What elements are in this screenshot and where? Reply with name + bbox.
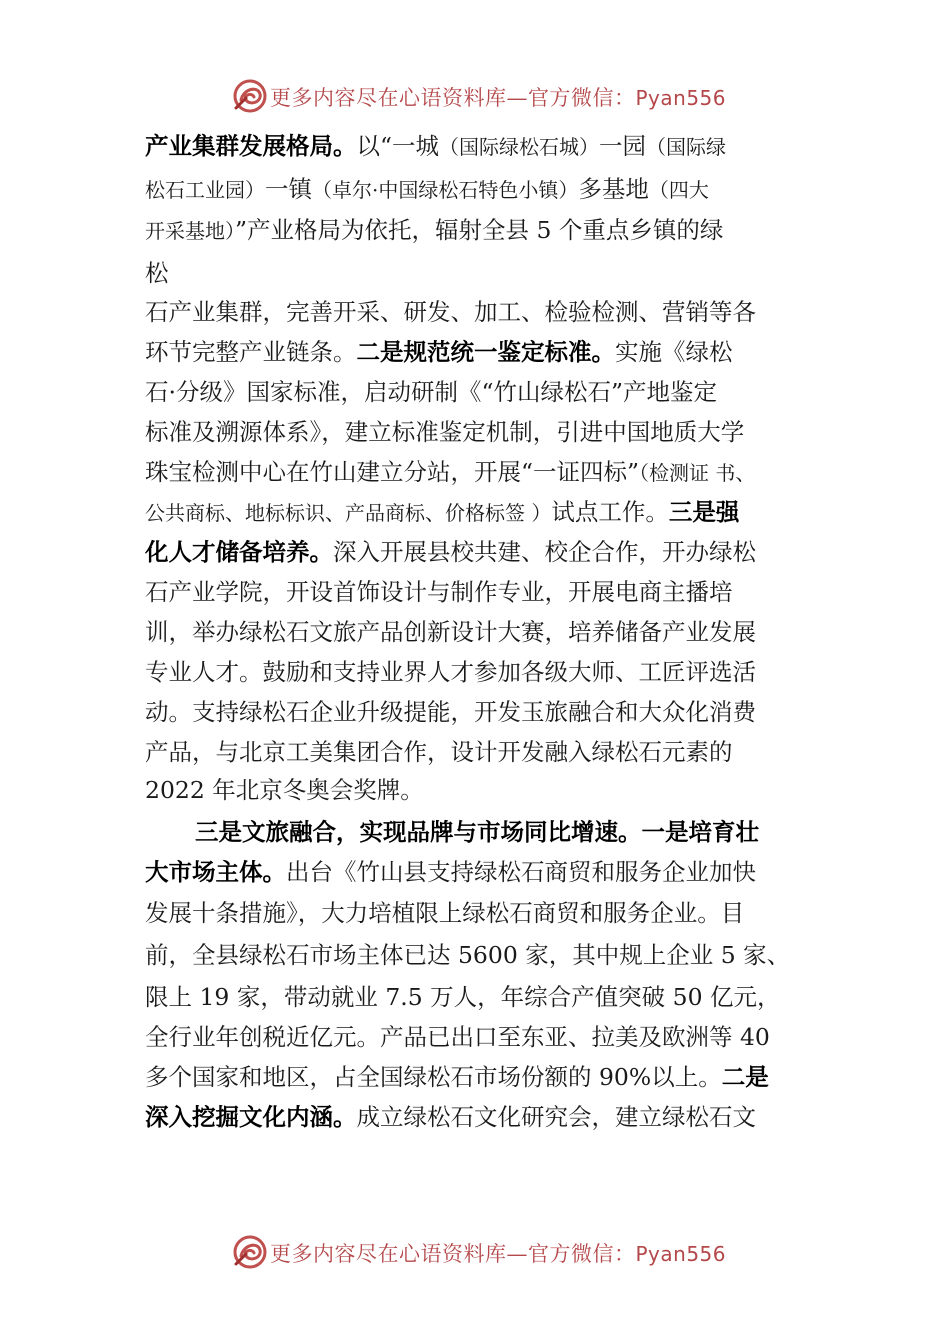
text-run: 石产业集群，完善开采、研发、加工、检验检测、营销等各 bbox=[145, 298, 756, 326]
text-line bbox=[145, 537, 756, 567]
text-line bbox=[145, 898, 744, 928]
text-run: 前，全县绿松石市场主体已达 5600 家，其中规上企业 5 家、 bbox=[145, 941, 791, 969]
text-line bbox=[145, 577, 733, 607]
text-line bbox=[145, 1022, 770, 1052]
text-run: 珠宝检测中心在竹山建立分站，开展“一证四标” bbox=[145, 458, 640, 486]
text-line bbox=[145, 940, 790, 970]
text-run: 公共商标、地标标识、产品商标、价格标签 ） bbox=[145, 501, 552, 525]
text-line bbox=[145, 131, 726, 162]
text-line bbox=[145, 417, 744, 447]
text-line bbox=[145, 377, 717, 407]
bold-heading-run: 三是强 bbox=[668, 498, 740, 526]
text-run: 实施《绿松 bbox=[615, 338, 733, 366]
text-run: 松石工业园） bbox=[145, 178, 265, 202]
text-run: 全行业年创税近亿元。产品已出口至东亚、拉美及欧洲等 40 bbox=[145, 1023, 770, 1051]
text-line bbox=[145, 258, 169, 288]
text-run: （国际绿 bbox=[646, 135, 727, 159]
text-run: 开采基地） bbox=[145, 219, 235, 243]
text-run: 松 bbox=[145, 259, 169, 287]
bold-heading-run: 二是规范统一鉴定标准。 bbox=[356, 338, 615, 366]
text-run: ”产业格局为依托，辐射全县 5 个重点乡镇的绿 bbox=[235, 216, 724, 244]
text-line bbox=[145, 337, 733, 367]
text-run: 多基地 bbox=[578, 175, 649, 203]
swirl-logo-icon bbox=[232, 1234, 268, 1270]
text-line bbox=[145, 497, 739, 528]
text-run: 产品，与北京工美集团合作，设计开发融入绿松石元素的 bbox=[145, 738, 733, 766]
header-banner bbox=[0, 74, 950, 118]
bold-heading-run: 产业集群发展格局。 bbox=[145, 132, 357, 160]
banner-text: 更多内容尽在心语资料库—官方微信：Pyan556 bbox=[270, 1242, 727, 1266]
text-line bbox=[145, 457, 755, 488]
text-run: 深入开展县校共建、校企合作，开办绿松 bbox=[333, 538, 756, 566]
text-run: 出台《竹山县支持绿松石商贸和服务企业加快 bbox=[286, 858, 756, 886]
text-run: 动。支持绿松石企业升级提能，开发玉旅融合和大众化消费 bbox=[145, 698, 756, 726]
text-run: （国际绿松石城） bbox=[439, 135, 600, 159]
bold-heading-run: 二是 bbox=[721, 1063, 769, 1091]
text-run: 成立绿松石文化研究会，建立绿松石文 bbox=[356, 1103, 756, 1131]
text-line bbox=[145, 857, 756, 887]
text-line bbox=[145, 1102, 756, 1132]
text-line bbox=[145, 1062, 769, 1092]
banner-text: 更多内容尽在心语资料库—官方微信：Pyan556 bbox=[270, 86, 727, 110]
text-line bbox=[145, 775, 424, 805]
text-run: （卓尔·中国绿松石特色小镇） bbox=[312, 178, 579, 202]
text-run: 训，举办绿松石文旅产品创新设计大赛，培养储备产业发展 bbox=[145, 618, 756, 646]
text-line bbox=[145, 657, 756, 687]
text-run: 发展十条措施》，大力培植限上绿松石商贸和服务企业。目 bbox=[145, 899, 745, 927]
text-run: 环节完整产业链条。 bbox=[145, 338, 357, 366]
text-run: 石·分级》国家标准，启动研制《“竹山绿松石”产地鉴定 bbox=[145, 378, 717, 406]
text-line bbox=[145, 297, 756, 327]
text-run: 一园 bbox=[599, 132, 647, 160]
text-run: 试点工作。 bbox=[551, 498, 669, 526]
bold-heading-run: 深入挖掘文化内涵。 bbox=[145, 1103, 357, 1131]
text-line bbox=[145, 174, 709, 205]
text-run: 石产业学院，开设首饰设计与制作专业，开展电商主播培 bbox=[145, 578, 733, 606]
text-line bbox=[195, 817, 759, 847]
text-run: 专业人才。鼓励和支持业界人才参加各级大师、工匠评选活 bbox=[145, 658, 756, 686]
text-run: 标准及溯源体系》，建立标准鉴定机制，引进中国地质大学 bbox=[145, 418, 745, 446]
text-line bbox=[145, 982, 781, 1012]
bold-heading-run: 大市场主体。 bbox=[145, 858, 286, 886]
text-run: （四大 bbox=[648, 178, 709, 202]
text-run: 2022 年北京冬奥会奖牌。 bbox=[145, 776, 424, 804]
text-run: 以“一城 bbox=[356, 132, 440, 160]
footer-banner bbox=[0, 1230, 950, 1274]
text-run: 多个国家和地区，占全国绿松石市场份额的 90%以上。 bbox=[145, 1063, 722, 1091]
bold-heading-run: 化人才储备培养。 bbox=[145, 538, 333, 566]
text-line bbox=[145, 215, 723, 246]
text-run: 限上 19 家，带动就业 7.5 万人，年综合产值突破 50 亿元， bbox=[145, 983, 781, 1011]
bold-heading-run: 三是文旅融合，实现品牌与市场同比增速。一是培育壮 bbox=[195, 818, 759, 846]
text-line bbox=[145, 737, 733, 767]
text-line bbox=[145, 697, 756, 727]
text-line bbox=[145, 617, 756, 647]
swirl-logo-icon bbox=[232, 78, 268, 114]
text-run: 一镇 bbox=[265, 175, 312, 203]
text-run: （检测证 书、 bbox=[639, 461, 756, 485]
